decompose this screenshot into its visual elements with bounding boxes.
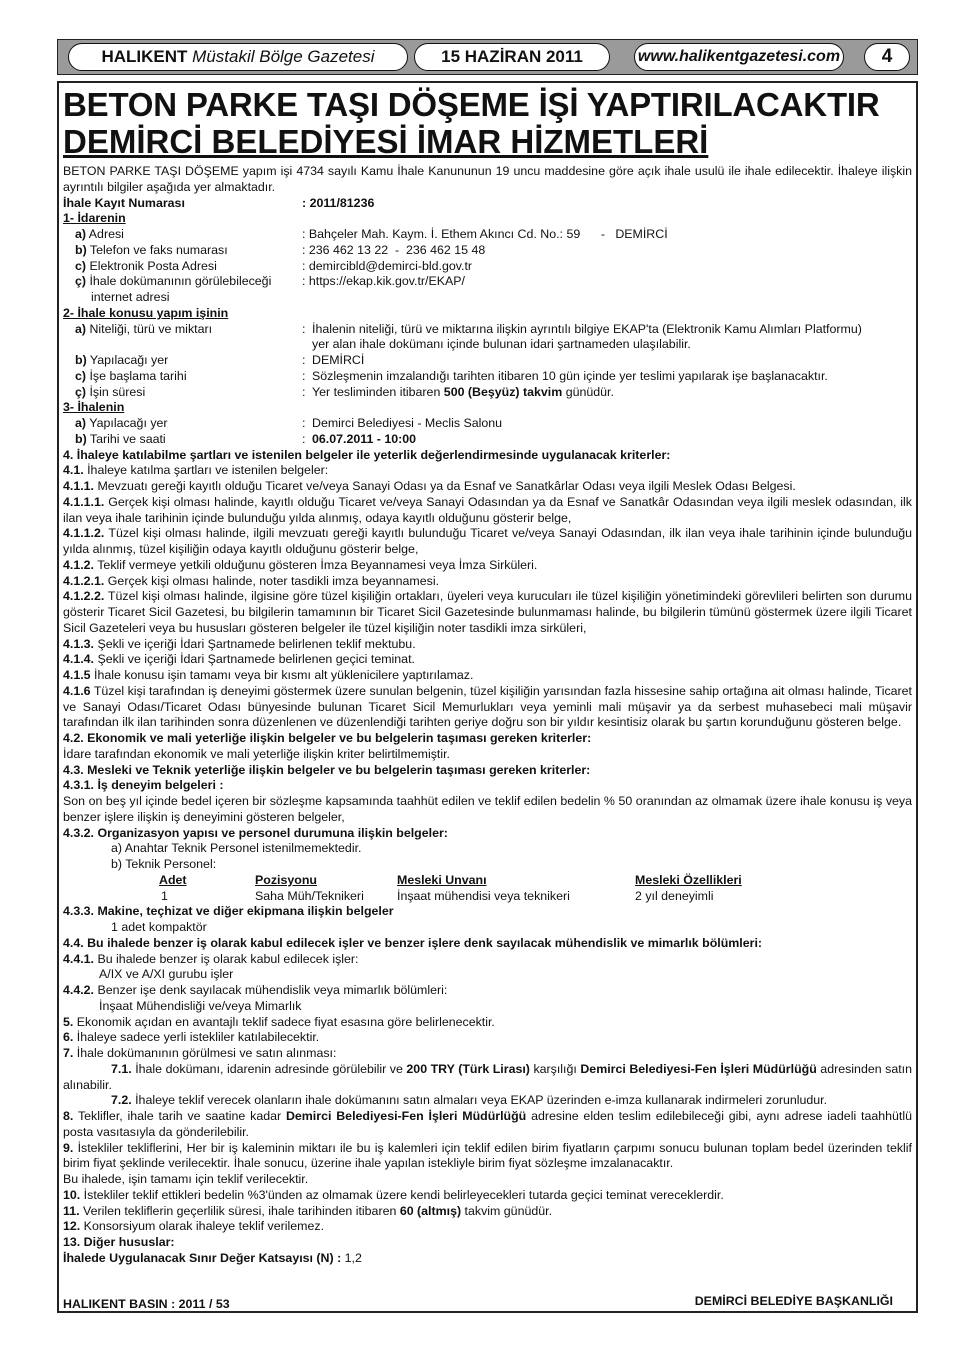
para-number: 4.1.1. [63,479,95,493]
para-9-b: Bu ihalede, işin tamamı için teklif verilecektir. [63,1172,309,1186]
para-text: Gerçek kişi olması halinde, kayıtlı olduğu Ticaret ve/veya Sanayi Odasından ya da Esnaf ve Sanatkâr Odasından veya ilgili meslek odasından, ilk ilan veya ihale tarihinin içinde bulunduğu yılda alınmış, odaya kayıtlı olduğunu gösterir belge, [63,494,912,525]
para-4-1-1 [63,479,912,495]
s2-c-value: Sözleşmenin imzalandığı tarihten itibaren 10 gün içinde yer teslimi yapılarak işe başlanacaktır. [312,368,828,383]
s2-a-value-2: yer alan ihale dokümanı içinde bulunan idari şartnameden ulaşılabilir. [312,337,691,352]
para-4-1-5 [63,668,912,684]
registration-value: : 2011/81236 [302,195,375,210]
s1-row-marker: c) [75,258,87,273]
para-number: 7.2. [111,1093,132,1108]
table-header-cell: Mesleki Unvanı [397,872,487,887]
s2-marker: c) [75,368,87,383]
table-cell: Saha Müh/Teknikeri [255,888,364,903]
para-4-1 [63,463,912,479]
s3-a-value: Demirci Belediyesi - Meclis Salonu [312,416,503,430]
para-4-1-4 [63,652,912,668]
para-11 [63,1204,912,1220]
website-url: www.halikentgazetesi.com [637,48,841,65]
s2-row-a: a) Niteliği, türü ve miktarı : İhalenin niteliği, türü ve miktarına ilişkin ayrıntılı bilgiye EKAP'ta (Elektronik Kamu Alımları Platformu) yer alan ihale dokümanı içinde bulunan idari şartnameden ulaşılabilir. [75,321,862,352]
para-4-1-1-2 [63,526,912,558]
table-header-row [159,873,742,889]
para-number: 4.1.3. [63,636,95,651]
section-1-heading: 1- İdarenin [63,211,126,226]
para-4-4-1-b: A/IX ve A/XI gurubu işler [99,967,234,982]
para-number: 6. [63,1030,74,1045]
para-text: Verilen tekliflerin geçerlilik süresi, ihale tarihinden itibaren [79,1203,400,1218]
s2-key: İşe başlama tarihi [86,368,187,383]
s1-row-marker: b) [75,242,87,257]
footer-press-code: HALIKENT BASIN : 2011 / 53 [63,1297,230,1311]
table-header-cell: Pozisyonu [255,872,317,887]
para-text: Tüzel kişi olması halinde, ilgisine göre tüzel kişiliğin ortakları, üyeleri veya kurucuları ile tüzel kişiliğin yönetimindeki görevlileri belirten son durumu gösterir Ticaret Sicil Gazetesi, bu bilgilerin tamamının bir Ticaret Sicil Gazetesinde bulunmaması halinde, bu bilgilerin tümünü göstermek üzere ilgili Ticaret Sicil Gazeteleri veya bu hususları gösteren belgeler ile tüzel kişiliğin noter tasdikli imza sirküleri, [63,589,912,635]
s2-marker: b) [75,353,87,367]
para-text: Konsorsiyum olarak ihaleye teklif verilemez. [80,1219,325,1234]
heading-4-3: 4.3. Mesleki ve Teknik yeterliğe ilişkin belgeler ve bu belgelerin taşıması gereken kriterler: [63,762,591,777]
para-text: İstekliler teklif ettikleri bedelin %3'ünden az olmamak üzere kendi belirleyecekleri tutarda geçici teminat vereceklerdir. [80,1187,724,1202]
para-text: karşılığı [529,1061,581,1076]
para-number: 4.1.4. [63,652,95,667]
coefficient-value: 1,2 [341,1250,362,1265]
para-4-3-2-a: a) Anahtar Teknik Personel istenilmemektedir. [111,841,362,856]
table-cell: İnşaat mühendisi veya teknikeri [397,888,570,903]
para-number: 4.1. [63,463,84,478]
heading-4-4: 4.4. Bu ihalede benzer iş olarak kabul edilecek işler ve benzer işlere denk sayılacak mühendislik ve mimarlık bölümleri: [63,935,763,950]
para-text: Ekonomik açıdan en avantajlı teklif sadece fiyat esasına göre belirlenecektir. [73,1014,495,1029]
heading-4-2: 4.2. Ekonomik ve mali yeterliğe ilişkin belgeler ve bu belgelerin taşıması gereken kriterler: [63,731,592,745]
para-4-4-2 [63,983,912,999]
para-text: İstekliler tekliflerini, Her bir iş kaleminin miktarı ile bu iş kalemleri için teklif edilen birim fiyatların çarpımı sonucu bulunan toplam bedel üzerinden teklif birim fiyat şeklinde verilecektir. İhale sonucu, üzerine ihale yapılan istekliyle birim fiyat sözleşme imzalanacaktır. [63,1140,912,1171]
para-number: 10. [63,1187,81,1202]
para-number: 4.1.2. [63,557,95,572]
section-4-heading: 4. İhaleye katılabilme şartları ve istenilen belgeler ile yeterlik değerlendirmesinde uygulanacak kriterler: [63,447,671,462]
para-4-4-2-b: İnşaat Mühendisliği ve/veya Mimarlık [99,998,302,1013]
page-number: 4 [881,46,893,67]
s2-a-value-1: İhalenin niteliği, türü ve miktarına ilişkin ayrıntılı bilgiye EKAP'ta (Elektronik Kamu Alımları Platformu) [312,321,862,336]
s1-row-phone [63,243,912,259]
para-text: İhale dokümanı, idarenin adresinde görülebilir ve [131,1061,407,1076]
s2-key: İşin süresi [86,384,146,399]
para-text: Mevzuatı gereği kayıtlı olduğu Ticaret ve/veya Sanayi Odası ya da Esnaf ve Sanatkârlar Odası veya ilgili Meslek Odası Belgesi. [94,479,796,493]
para-number: 4.4.2. [63,983,95,997]
table-header-cell: Mesleki Özellikleri [635,872,742,887]
headline: BETON PARKE TAŞI DÖŞEME İŞİ YAPTIRILACAKTIR [63,86,880,123]
s1-row-email [63,259,912,275]
s2-marker: ç) [75,384,87,399]
para-12 [63,1219,912,1235]
heading-4-3-1: 4.3.1. İş deneyim belgeleri : [63,778,224,793]
para-number: 12. [63,1219,81,1234]
footer-signature: DEMİRCİ BELEDİYE BAŞKANLIĞI [694,1294,893,1308]
para-number: 11. [63,1203,80,1218]
registration-number-row [63,196,912,212]
para-text: Teklifler, ihale tarih ve saatine kadar [73,1109,286,1123]
para-number: 4.1.1.1. [63,494,105,509]
s3-marker: b) [75,431,87,446]
s3-b-value: 06.07.2011 - 10:00 [312,431,417,446]
issue-date: 15 HAZİRAN 2011 [441,47,583,66]
para-number: 4.1.6 [63,683,91,698]
s1-row-value: : 236 462 13 22 - 236 462 15 48 [302,242,486,257]
para-5 [63,1015,912,1031]
technical-staff-table [159,873,742,905]
para-number: 8. [63,1109,74,1123]
s2-d-value-1: Yer tesliminden itibaren [312,384,444,399]
para-text: İhale dokümanının görülmesi ve satın alınması: [73,1046,337,1060]
date-pill [414,43,610,71]
table-cell: 2 yıl deneyimli [635,888,714,903]
para-text: adresinden satın alınabilir. [63,1061,913,1092]
s2-key: Niteliği, türü ve miktarı [86,321,213,336]
coefficient-label: İhalede Uygulanacak Sınır Değer Katsayısı (N) : [63,1250,342,1265]
para-13-b [63,1251,912,1267]
para-7-1 [63,1062,912,1094]
s1-row-web [63,274,912,290]
para-text: takvim günüdür. [461,1203,553,1218]
office-name: Demirci Belediyesi-Fen İşleri Müdürlüğü [285,1109,527,1123]
para-text: Bu ihalede benzer iş olarak kabul edilecek işler: [94,951,359,966]
para-text: Şekli ve içeriği İdari Şartnamede belirlenen teklif mektubu. [94,636,416,651]
newspaper-name: HALIKENT [101,47,188,66]
s1-row-value: : Bahçeler Mah. Kaym. İ. Ethem Akıncı Cd. No.: 59 - DEMİRCİ [302,227,668,241]
para-text: İhaleye sadece yerli istekliler katılabilecektir. [73,1030,320,1045]
announcement-body [63,164,912,1267]
para-text: İhaleye katılma şartları ve istenilen belgeler: [83,463,329,478]
s1-row-key: Telefon ve faks numarası [86,242,228,257]
s1-row-marker: ç) [75,274,87,289]
para-text: adresine elden teslim edilebileceği gibi, aynı adrese iadeli taahhütlü posta vasıtasıyla da gönderilebilir. [63,1109,913,1139]
heading-4-3-3: 4.3.3. Makine, teçhizat ve diğer ekipmana ilişkin belgeler [63,904,394,919]
para-text: Teklif vermeye yetkili olduğunu gösteren İmza Beyannamesi veya İmza Sirküleri. [94,557,538,572]
registration-label: İhale Kayıt Numarası [63,195,185,210]
para-number: 7.1. [111,1061,132,1076]
para-6 [63,1030,912,1046]
subheadline: DEMİRCİ BELEDİYESİ İMAR HİZMETLERİ [63,123,709,160]
s1-row-marker: a) [75,227,87,241]
s2-row-d: ç) İşin süresi : Yer tesliminden itibaren 500 (Beşyüz) takvim günüdür. [75,384,614,399]
s3-key: Tarihi ve saati [86,431,166,446]
para-10 [63,1188,912,1204]
para-4-4-1 [63,952,912,968]
s1-row-address [63,227,912,243]
s2-b-value: DEMİRCİ [312,353,365,367]
para-4-3-3: 1 adet kompaktör [111,920,207,934]
s1-row-key: Elektronik Posta Adresi [86,258,217,273]
para-number: 4.1.1.2. [63,526,105,541]
s1-row-value: : https://ekap.kik.gov.tr/EKAP/ [302,274,465,289]
intro-paragraph: BETON PARKE TAŞI DÖŞEME yapım işi 4734 sayılı Kamu İhale Kanununun 19 uncu maddesine göre açık ihale usulü ile ihale edilecektir. İhaleye ilişkin ayrıntılı bilgiler aşağıda yer almaktadır. [63,164,912,194]
s3-key: Yapılacağı yer [86,416,168,430]
validity-days: 60 (altmış) [399,1203,462,1218]
website-pill [634,43,844,71]
para-text: Gerçek kişi olması halinde, noter tasdikli imza beyannamesi. [104,573,440,588]
para-4-3-2-b: b) Teknik Personel: [111,857,217,871]
para-text: Benzer işe denk sayılacak mühendislik veya mimarlık bölümleri: [94,983,448,997]
para-4-1-2 [63,558,912,574]
s1-row-value: : demircibld@demirci-bld.gov.tr [302,258,473,273]
newspaper-header-bar [57,39,918,75]
table-cell: 1 [161,888,168,903]
para-9 [63,1141,912,1173]
s2-d-value-3: günüdür. [562,384,614,399]
para-4-1-2-2 [63,589,912,636]
para-4-1-1-1 [63,495,912,527]
s2-row-c: c) İşe başlama tarihi : Sözleşmenin imzalandığı tarihten itibaren 10 gün içinde yer teslimi yapılarak işe başlanacaktır. [63,369,912,385]
s1-row-key: İhale dokümanının görülebileceği [86,274,272,289]
document-fee: 200 TRY (Türk Lirası) [406,1061,530,1076]
section-2-heading: 2- İhale konusu yapım işinin [63,305,229,320]
para-text: Şekli ve içeriği İdari Şartnamede belirlenen geçici teminat. [94,652,415,667]
para-number: 5. [63,1014,74,1029]
s1-row-web-cont: internet adresi [91,290,170,304]
newspaper-name-pill [68,43,408,71]
s1-row-key: Adresi [86,227,124,241]
para-number: 7. [63,1046,74,1060]
table-header-cell: Adet [159,872,187,887]
para-number: 4.1.5 [63,668,91,682]
para-number: 9. [63,1140,74,1155]
para-8 [63,1109,912,1141]
heading-4-3-2: 4.3.2. Organizasyon yapısı ve personel durumuna ilişkin belgeler: [63,825,448,840]
para-number: 4.1.2.2. [63,589,105,604]
table-row [159,889,742,905]
heading-13: 13. Diğer hususlar: [63,1235,175,1249]
para-number: 4.4.1. [63,951,95,966]
para-7 [63,1046,912,1062]
para-text: İhaleye teklif verecek olanların ihale dokümanını satın almaları veya EKAP üzerinden e-imza kullanarak indirmeleri zorunludur. [131,1093,828,1108]
para-4-1-6 [63,684,912,731]
s2-row-b: b) Yapılacağı yer : DEMİRCİ [63,353,912,369]
section-3-heading: 3- İhalenin [63,400,125,415]
para-text: Tüzel kişi olması halinde, ilgili mevzuatı gereği kayıtlı bulunduğu Ticaret ve/veya Sanayi Odasından, ilk ilan veya ihale tarihinin içinde bulunduğu yılda alınmış, tüzel kişiliğin odaya kayıtlı olduğunu gösterir belge, [63,526,912,556]
para-4-1-2-1 [63,574,912,590]
para-text: Tüzel kişi tarafından iş deneyimi göstermek üzere sunulan belgenin, tüzel kişiliğin yarısından fazla hissesine sahip ortağına ait olması halinde, Ticaret ve Sanayi Odası/Ticaret Odası bünyesinde bulunan Ticaret Sicil Memurlukları veya yeminli mali müşavir ya da serbest muhasebeci mali müşavir tarafından ilk ilan tarihinden sonra düzenlenen ve düzenlendiği tarihten geriye doğru son bir yıldır kesintisiz olarak bu şartın korunduğunu gösteren belge. [63,683,912,730]
s2-key: Yapılacağı yer [86,353,169,367]
office-name: Demirci Belediyesi-Fen İşleri Müdürlüğü [580,1061,817,1076]
para-text: İhale konusu işin tamamı veya bir kısmı alt yüklenicilere yaptırılamaz. [90,668,474,682]
s2-d-value-2: 500 (Beşyüz) takvim [443,384,563,399]
para-number: 4.1.2.1. [63,573,105,588]
page-number-pill [864,43,910,71]
para-4-3-1: Son on beş yıl içinde bedel içeren bir sözleşme kapsamında taahhüt edilen ve teklif edilen bedelin % 50 oranından az olmamak üzere ihale konusu iş veya benzer işlere ilişkin iş deneyimini gösteren belgeler, [63,794,912,824]
s3-marker: a) [75,416,87,430]
para-4-1-3 [63,637,912,653]
s3-row-b: b) Tarihi ve saati : 06.07.2011 - 10:00 [63,432,912,448]
para-7-2 [63,1093,912,1109]
s2-marker: a) [75,321,87,336]
para-4-2: İdare tarafından ekonomik ve mali yeterliğe ilişkin kriter belirtilmemiştir. [63,746,451,761]
newspaper-subtitle: Müstakil Bölge Gazetesi [192,47,375,66]
s3-row-a: a) Yapılacağı yer : Demirci Belediyesi - Meclis Salonu [63,416,912,432]
